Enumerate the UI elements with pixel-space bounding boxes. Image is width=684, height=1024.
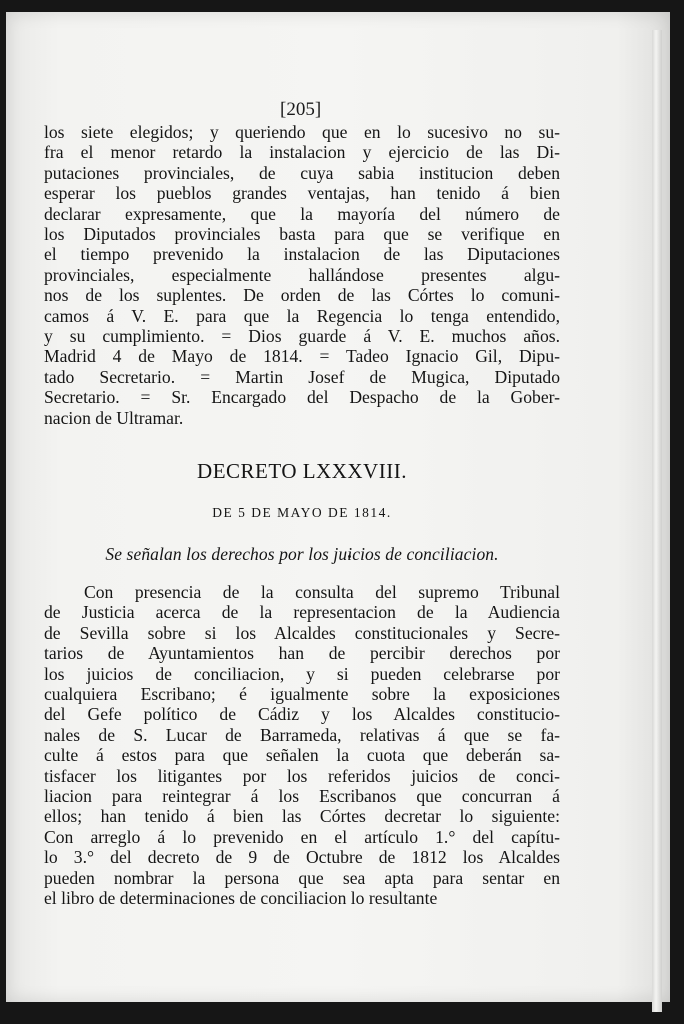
text-line: y su cumplimiento. = Dios guarde á V. E. muchos años. (44, 326, 560, 347)
text-line: declarar expresamente, que la mayoría del número de (44, 203, 560, 224)
decree-summary: Se señalan los derechos por los juicios de conciliacion. (105, 544, 499, 564)
text-line: cualquiera Escribano; é igualmente sobre la exposiciones (44, 684, 560, 705)
text-line: Madrid 4 de Mayo de 1814. = Tadeo Ignacio Gil, Dipu- (44, 346, 560, 367)
text-line: culte á estos para que señalen la cuota que deberán sa- (44, 745, 560, 766)
text-line: camos á V. E. para que la Regencia lo tenga entendido, (44, 305, 560, 326)
text-line: los juicios de conciliacion, y si pueden celebrarse por (44, 663, 560, 684)
decree-date: DE 5 DE MAYO DE 1814. (212, 505, 392, 520)
text-line: Secretario. = Sr. Encargado del Despacho de la Gober- (44, 387, 560, 408)
text-line: del Gefe político de Cádiz y los Alcaldes constitucio- (44, 704, 560, 725)
text-line: nacion de Ultramar. (44, 407, 184, 428)
page-edge (652, 30, 662, 1012)
text-line: de Justicia acerca de la representacion de la Audiencia (44, 602, 560, 623)
text-line: el tiempo prevenido la instalacion de las Diputaciones (44, 244, 560, 265)
decree-title: DECRETO LXXXVIII. (197, 459, 407, 483)
text-line: fra el menor retardo la instalacion y ejercicio de las Di- (44, 142, 560, 163)
text-line: ellos; han tenido á bien las Córtes decretar lo siguiente: (44, 806, 560, 827)
paragraph-two (44, 582, 560, 909)
text-line: el libro de determinaciones de conciliacion lo resultante (44, 888, 438, 909)
text-line: pueden nombrar la persona que sea apta para sentar en (44, 867, 560, 888)
text-line: provinciales, especialmente hallándose presentes algu- (44, 264, 560, 285)
text-line: Con arreglo á lo prevenido en el artículo 1.° del capítu- (44, 826, 560, 847)
text-line: los Diputados provinciales basta para que se verifique en (44, 224, 560, 245)
text-line: tisfacer los litigantes por los referidos juicios de conci- (44, 765, 560, 786)
text-line: de Sevilla sobre si los Alcaldes constitucionales y Secre- (44, 622, 560, 643)
book-page (6, 12, 670, 1002)
paragraph-one (44, 122, 560, 428)
text-line: tarios de Ayuntamientos han de percibir derechos por (44, 643, 560, 664)
page-number: [205] (280, 99, 322, 120)
text-line: lo 3.° del decreto de 9 de Octubre de 1812 los Alcaldes (44, 847, 560, 868)
text-line: nos de los suplentes. De orden de las Córtes lo comuni- (44, 285, 560, 306)
text-line: los siete elegidos; y queriendo que en lo sucesivo no su- (44, 122, 560, 142)
text-line: nales de S. Lucar de Barrameda, relativas á que se fa- (44, 724, 560, 745)
text-line: esperar los pueblos grandes ventajas, han tenido á bien (44, 183, 560, 204)
text-line: Con presencia de la consulta del supremo Tribunal (84, 582, 560, 602)
text-line: tado Secretario. = Martin Josef de Mugica, Diputado (44, 366, 560, 387)
text-block (44, 122, 560, 909)
text-line: liacion para reintegrar á los Escribanos que concurran á (44, 786, 560, 807)
text-line: putaciones provinciales, de cuya sabia institucion deben (44, 162, 560, 183)
